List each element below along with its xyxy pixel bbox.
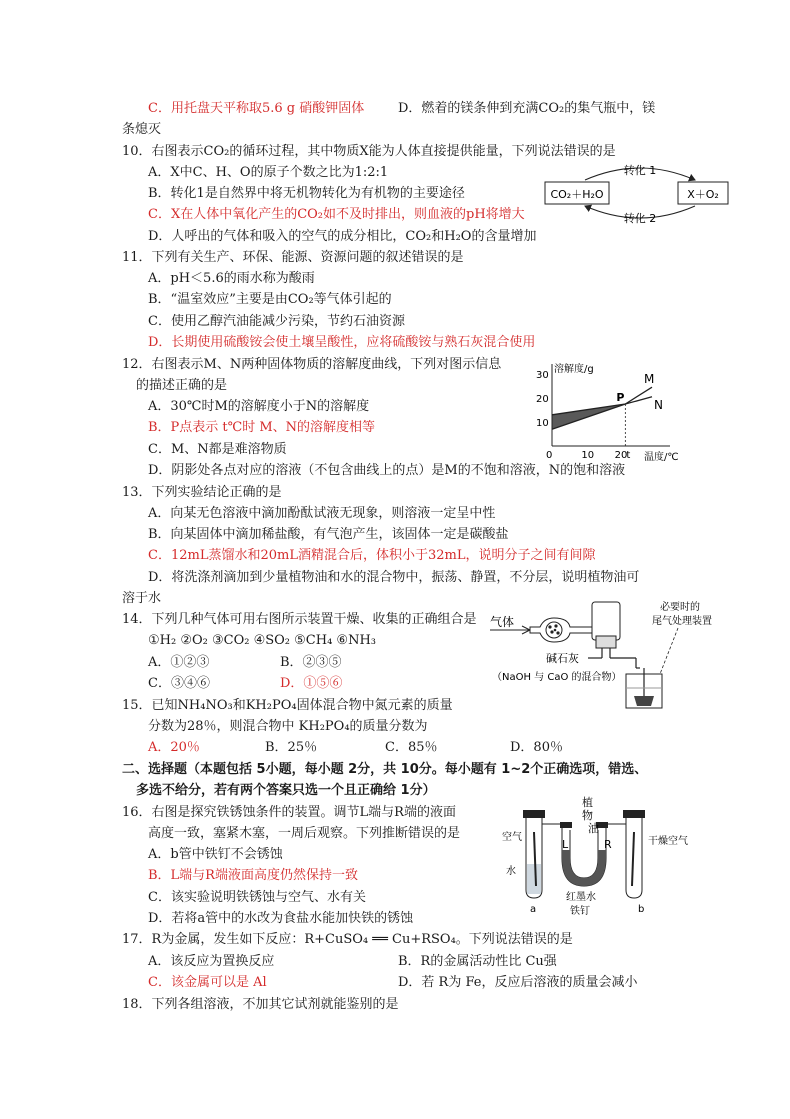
plant-oil-label-3: 油 <box>588 822 599 835</box>
q12-option-d: D．阴影处各点对应的溶液（不包含曲线上的点）是M的不饱和溶液，N的饱和溶液 <box>148 463 626 478</box>
rust-experiment-figure <box>500 794 700 916</box>
q11-option-a: A．pH＜5.6的雨水称为酸雨 <box>148 271 315 286</box>
q13-option-d-cont: 溶于水 <box>122 591 162 606</box>
q16-stem: 16．右图是探究铁锈蚀条件的装置。调节L端与R端的液面 <box>122 805 456 820</box>
q16-stem-cont: 高度一致，塞紧木塞，一周后观察。下列推断错误的是 <box>148 826 461 841</box>
q17-option-d: D．若 R为 Fe，反应后溶液的质量会减小 <box>398 975 638 990</box>
q17-option-b: B．R的金属活动性比 Cu强 <box>398 954 557 969</box>
dry-air-label: 干燥空气 <box>648 836 688 847</box>
q12-option-a: A．30℃时M的溶解度小于N的溶解度 <box>148 399 370 414</box>
q13-option-d: D．将洗涤剂滴加到少量植物油和水的混合物中，振荡、静置，不分层，说明植物油可 <box>148 570 640 585</box>
q17-option-c: C．该金属可以是 Al <box>148 975 267 990</box>
q17-stem: 17．R为金属，发生如下反应：R+CuSO₄ ══ Cu+RSO₄。下列说法错误的是 <box>122 932 573 947</box>
plant-oil-label-1: 植 <box>582 796 593 809</box>
q13-option-c: C．12mL蒸馏水和20mL酒精混合后，体积小于32mL，说明分子之间有间隙 <box>148 548 596 563</box>
q13-stem: 13．下列实验结论正确的是 <box>122 485 282 500</box>
q14-option-b: B．②③⑤ <box>280 655 342 670</box>
gas-label: 气体 <box>490 615 515 629</box>
q14-option-d: D．①⑤⑥ <box>280 676 343 691</box>
q11-stem: 11．下列有关生产、环保、能源、资源问题的叙述错误的是 <box>122 250 464 265</box>
q13-option-a: A．向某无色溶液中滴加酚酞试液无现象，则溶液一定呈中性 <box>148 506 496 521</box>
plant-oil-label-2: 物 <box>582 809 593 822</box>
q14-option-a: A．①②③ <box>148 655 210 670</box>
q16-option-b: B．L端与R端液面高度仍然保持一致 <box>148 868 358 883</box>
q14-option-c: C．③④⑥ <box>148 676 210 691</box>
q15-option-c: C．85％ <box>385 740 438 755</box>
q10-stem: 10．右图表示CO₂的循环过程，其中物质X能为人体直接提供能量，下列说法错误的是 <box>122 144 616 159</box>
nail-label: 铁钉 <box>570 906 590 916</box>
water-label: 水 <box>506 866 516 877</box>
q14-stem: 14．下列几种气体可用右图所示装置干燥、收集的正确组合是 <box>122 612 477 627</box>
tail-gas-label-1: 必要时的 <box>660 602 700 613</box>
y-tick-label: 30 <box>536 370 549 381</box>
y-tick-label: 10 <box>536 418 549 429</box>
tube-a-label: a <box>530 904 537 915</box>
cycle-right-box: X＋O₂ <box>687 188 719 201</box>
q13-option-b: B．向某固体中滴加稀盐酸，有气泡产生，该固体一定是碳酸盐 <box>148 527 509 542</box>
soda-lime-label: 碱石灰 <box>546 652 579 665</box>
x-axis-label: 温度/℃ <box>644 452 679 463</box>
q15-stem: 15．已知NH₄NO₃和KH₂PO₄固体混合物中氮元素的质量 <box>122 698 453 713</box>
q10-option-a: A．X中C、H、O的原子个数之比为1:2:1 <box>148 165 389 180</box>
q12-stem-cont: 的描述正确的是 <box>136 378 228 393</box>
L-label: L <box>562 838 569 851</box>
point-label-P: P <box>616 391 625 404</box>
q15-option-d: D．80％ <box>510 740 563 755</box>
q15-option-a: A．20％ <box>148 740 200 755</box>
y-tick-label: 20 <box>536 394 549 405</box>
section2-heading-cont: 多选不给分，若有两个答案只选一个且正确给 1分） <box>136 783 436 798</box>
q11-option-d: D．长期使用硫酸铵会使土壤呈酸性，应将硫酸铵与熟石灰混合使用 <box>148 335 536 350</box>
q11-option-b: B．“温室效应”主要是由CO₂等气体引起的 <box>148 292 392 307</box>
q10-option-d: D．人呼出的气体和吸入的空气的成分相比，CO₂和H₂O的含量增加 <box>148 229 537 244</box>
q16-option-c: C．该实验说明铁锈蚀与空气、水有关 <box>148 890 366 905</box>
q12-stem: 12．右图表示M、N两种固体物质的溶解度曲线，下列对图示信息 <box>122 357 502 372</box>
R-label: R <box>604 838 612 851</box>
x-tick-label: t <box>626 450 631 461</box>
q10-option-c: C．X在人体中氧化产生的CO₂如不及时排出，则血液的pH将增大 <box>148 207 525 222</box>
air-label: 空气 <box>502 832 522 843</box>
drying-apparatus-figure <box>488 596 738 748</box>
x-tick-label: 10 <box>581 450 595 461</box>
q15-option-b: B．25％ <box>265 740 318 755</box>
cycle-bottom-label: 转化 2 <box>623 212 657 225</box>
co2-cycle-figure <box>540 160 740 228</box>
q15-stem-cont: 分数为28％，则混合物中 KH₂PO₄的质量分数为 <box>148 719 428 734</box>
section2-heading: 二、选择题（本题包括 5小题，每小题 2分，共 10分。每小题有 1~2个正确选项，错选、 <box>122 762 648 777</box>
q12-option-c: C．M、N都是难溶物质 <box>148 442 287 457</box>
q16-option-a: A．b管中铁钉不会锈蚀 <box>148 847 283 862</box>
cycle-left-box: CO₂＋H₂O <box>550 188 604 201</box>
solubility-chart <box>530 360 690 465</box>
q10-option-b: B．转化1是自然界中将无机物转化为有机物的主要途径 <box>148 186 465 201</box>
cycle-top-label: 转化 1 <box>623 164 657 177</box>
q11-option-c: C．使用乙醇汽油能减少污染，节约石油资源 <box>148 314 405 329</box>
q16-option-d: D．若将a管中的水改为食盐水能加快铁的锈蚀 <box>148 911 414 926</box>
tail-gas-label-2: 尾气处理装置 <box>652 616 712 627</box>
series-label-N: N <box>654 397 663 412</box>
x-tick-label: 0 <box>546 450 553 461</box>
q9-option-d: D．燃着的镁条伸到充满CO₂的集气瓶中，镁 <box>398 101 656 116</box>
q9-option-d-cont: 条熄灭 <box>122 122 162 137</box>
q12-option-b: B．P点表示 t℃时 M、N的溶解度相等 <box>148 420 376 435</box>
soda-lime-desc: （NaOH 与 CaO 的混合物） <box>492 672 622 683</box>
x-tick-label: 20 <box>614 450 628 461</box>
tube-b-label: b <box>638 904 645 915</box>
q17-option-a: A．该反应为置换反应 <box>148 954 275 969</box>
q18-stem: 18．下列各组溶液，不加其它试剂就能鉴别的是 <box>122 997 399 1012</box>
red-ink-label: 红墨水 <box>566 892 596 903</box>
q9-option-c: C．用托盘天平称取5.6 g 硝酸钾固体 <box>148 101 365 116</box>
q14-gases: ①H₂ ②O₂ ③CO₂ ④SO₂ ⑤CH₄ ⑥NH₃ <box>148 633 377 648</box>
series-label-M: M <box>644 372 655 387</box>
y-axis-label: 溶解度/g <box>554 364 594 375</box>
